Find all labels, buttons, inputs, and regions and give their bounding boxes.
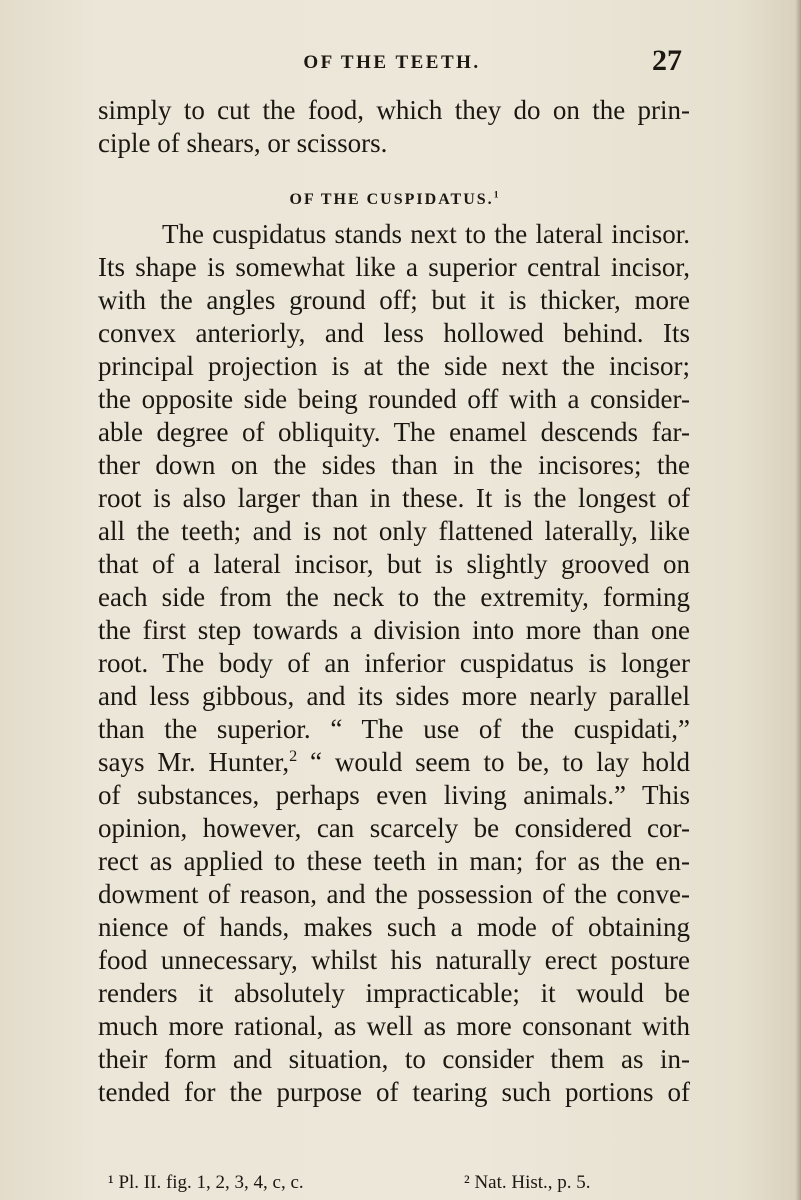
text-line: renders it absolutely impracticable; it would be xyxy=(98,978,690,1008)
text-line: each side from the neck to the extremity, forming xyxy=(98,582,690,612)
footnote-1: ¹ Pl. II. fig. 1, 2, 3, 4, c, c. xyxy=(108,1172,304,1193)
text-line: Its shape is somewhat like a superior central incisor, xyxy=(98,252,690,282)
running-title: OF THE TEETH. xyxy=(303,52,481,73)
text-line: than the superior. “ The use of the cuspidati,” xyxy=(98,714,690,744)
footnote-ref: 1 xyxy=(493,189,499,201)
running-head xyxy=(96,44,688,80)
section-heading xyxy=(98,166,690,218)
text-line: tended for the purpose of tearing such portions of xyxy=(98,1077,690,1107)
text-line: all the teeth; and is not only flattened laterally, like xyxy=(98,516,690,546)
text-line: convex anteriorly, and less hollowed behind. Its xyxy=(98,318,690,348)
text-line: principal projection is at the side next the incisor; xyxy=(98,351,690,381)
body-text xyxy=(98,94,690,1109)
section-heading-text: OF THE CUSPIDATUS. xyxy=(289,191,494,208)
text-line: food unnecessary, whilst his naturally erect posture xyxy=(98,945,690,975)
footnote-2: ² Nat. Hist., p. 5. xyxy=(464,1172,591,1193)
paragraph-main xyxy=(98,218,690,1109)
text-line: rect as applied to these teeth in man; for as the en- xyxy=(98,846,690,876)
footnote-ref: 2 xyxy=(289,747,298,765)
text-line: their form and situation, to consider them as in- xyxy=(98,1044,690,1074)
text-line: dowment of reason, and the possession of the conve- xyxy=(98,879,690,909)
page-edge-shadow xyxy=(795,0,801,1200)
text-line: able degree of obliquity. The enamel descends far- xyxy=(98,417,690,447)
text-line: with the angles ground off; but it is thicker, more xyxy=(98,285,690,315)
text-line: and less gibbous, and its sides more nearly parallel xyxy=(98,681,690,711)
text-line: the first step towards a division into more than one xyxy=(98,615,690,645)
text-line: root is also larger than in these. It is the longest of xyxy=(98,483,690,513)
text-line: simply to cut the food, which they do on the prin- xyxy=(98,95,690,125)
text-line: that of a lateral incisor, but is slightly grooved on xyxy=(98,549,690,579)
text-line: of substances, perhaps even living animals.” This xyxy=(98,780,690,810)
paragraph-intro xyxy=(98,94,690,160)
text-line: much more rational, as well as more consonant with xyxy=(98,1011,690,1041)
text-line: the opposite side being rounded off with a consider- xyxy=(98,384,690,414)
text-line: ther down on the sides than in the incisores; the xyxy=(98,450,690,480)
text-line: opinion, however, can scarcely be considered cor- xyxy=(98,813,690,843)
text-line-hunter xyxy=(98,746,690,779)
footnotes xyxy=(108,1172,692,1198)
text-line: ciple of shears, or scissors. xyxy=(98,128,388,158)
text-line: root. The body of an inferior cuspidatus is longer xyxy=(98,648,690,678)
page-number: 27 xyxy=(652,44,682,77)
hunter-text-after: “ would seem to be, to lay hold xyxy=(297,747,691,777)
hunter-text-before: says Mr. Hunter, xyxy=(98,747,290,777)
text-line: nience of hands, makes such a mode of obtaining xyxy=(98,912,690,942)
text-line: The cuspidatus stands next to the lateral incisor. xyxy=(162,219,690,249)
